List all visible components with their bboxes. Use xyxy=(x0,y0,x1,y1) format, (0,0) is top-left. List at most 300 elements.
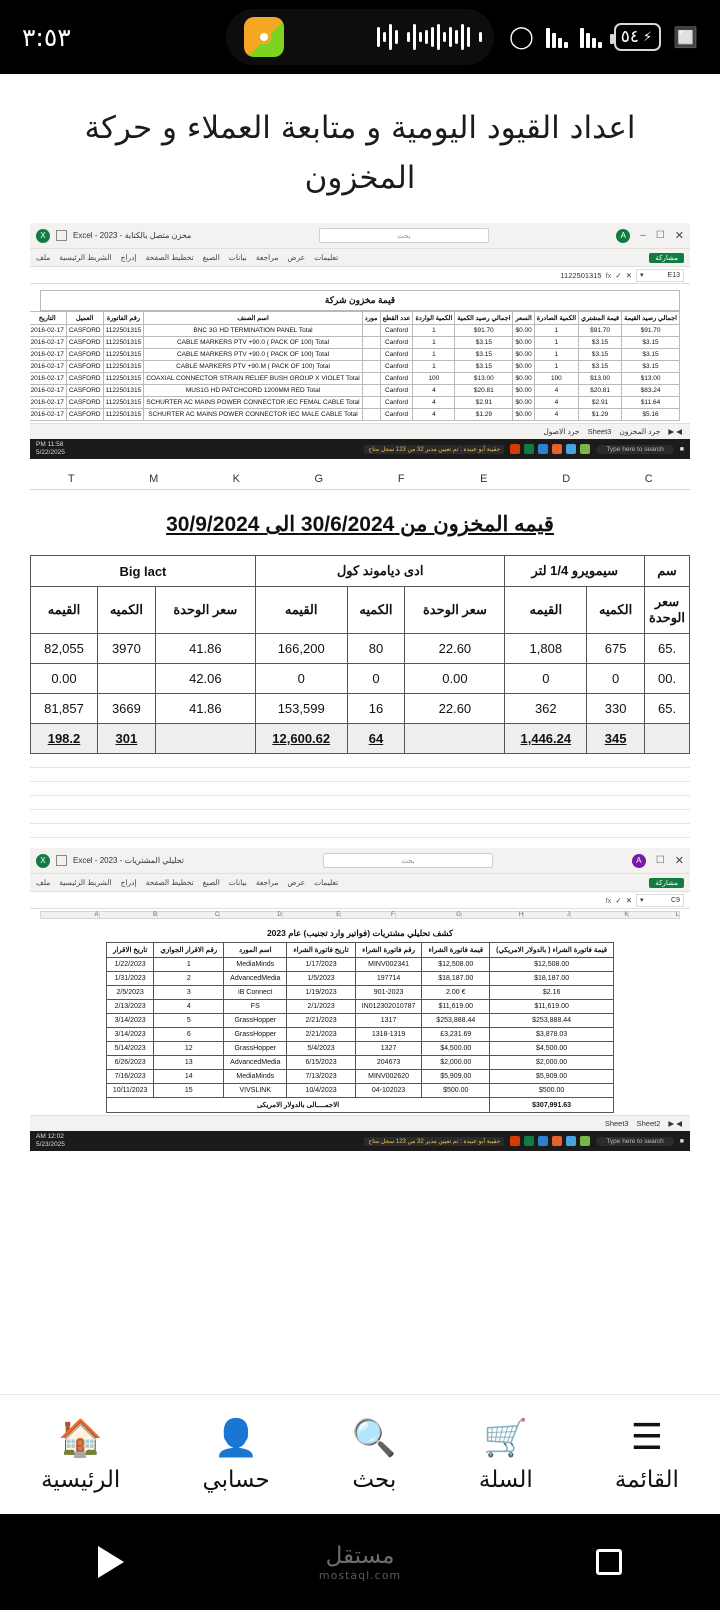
sheet-tab-assets[interactable]: جرد الاصول xyxy=(543,427,580,437)
table-cell[interactable]: $0.00 xyxy=(513,337,534,349)
table-cell[interactable]: 2016-02-17 xyxy=(30,385,66,397)
table-cell[interactable] xyxy=(155,724,255,754)
table-cell[interactable]: CASFORD xyxy=(66,409,103,421)
close-icon[interactable]: ✕ xyxy=(674,855,684,868)
table-cell[interactable]: 1122501315 xyxy=(103,373,144,385)
minimize-icon[interactable]: – xyxy=(640,230,646,242)
table-cell[interactable]: 4 xyxy=(534,409,578,421)
table-cell[interactable]: 1122501315 xyxy=(103,361,144,373)
table-cell[interactable]: 3/14/2023 xyxy=(106,1028,154,1042)
account-avatar-icon[interactable]: A xyxy=(616,229,630,243)
table-cell[interactable]: .00 xyxy=(645,664,690,694)
table-cell[interactable]: 4 xyxy=(413,409,455,421)
table-cell[interactable]: $3,878.03 xyxy=(490,1028,614,1042)
table-cell[interactable]: MediaMinds xyxy=(224,1070,287,1084)
table-cell[interactable] xyxy=(362,325,380,337)
tab-file[interactable]: ملف xyxy=(36,878,51,888)
name-box[interactable] xyxy=(636,269,684,282)
table-cell[interactable]: 301 xyxy=(97,724,155,754)
purchases-table[interactable] xyxy=(106,942,614,1113)
table-cell[interactable] xyxy=(645,724,690,754)
table-cell[interactable]: $20.81 xyxy=(579,385,622,397)
excel-ribbon[interactable] xyxy=(30,249,690,267)
table-cell[interactable]: $83.24 xyxy=(622,385,680,397)
table-cell[interactable]: GrassHopper xyxy=(224,1014,287,1028)
table-cell[interactable]: 10/4/2023 xyxy=(287,1084,355,1098)
table-cell[interactable]: Canford xyxy=(380,349,413,361)
taskbar-icon-4[interactable] xyxy=(538,1136,548,1146)
table-cell[interactable]: $1.29 xyxy=(579,409,622,421)
table-cell[interactable]: $13.00 xyxy=(622,373,680,385)
table-cell[interactable]: £3,231.69 xyxy=(422,1028,490,1042)
table-cell[interactable]: $13.00 xyxy=(455,373,513,385)
tab-data[interactable]: بيانات xyxy=(228,878,247,888)
chevron-down-icon[interactable]: ▾ xyxy=(640,272,644,280)
tab-review[interactable]: مراجعة xyxy=(255,878,279,888)
taskbar-icon-1[interactable] xyxy=(580,444,590,454)
table-cell[interactable]: 1122501315 xyxy=(103,349,144,361)
save-icon[interactable] xyxy=(56,230,67,241)
table-cell[interactable]: $0.00 xyxy=(513,409,534,421)
table-row[interactable] xyxy=(30,337,680,349)
table-cell[interactable]: COAXIAL CONNECTOR STRAIN RELIEF BUSH GROUP X VIOLET Total xyxy=(144,373,362,385)
table-cell[interactable]: 4 xyxy=(154,1000,224,1014)
table-cell[interactable]: 0.00 xyxy=(405,664,505,694)
table-cell[interactable]: 7/16/2023 xyxy=(106,1070,154,1084)
table-cell[interactable]: 1/31/2023 xyxy=(106,972,154,986)
cancel-icon[interactable]: ✕ xyxy=(625,895,632,905)
search-input[interactable]: بحث xyxy=(319,228,489,243)
table-cell[interactable]: 204673 xyxy=(355,1056,422,1070)
table-cell[interactable]: IN012302010787 xyxy=(355,1000,422,1014)
table-cell[interactable]: 362 xyxy=(505,694,587,724)
table-cell[interactable]: Canford xyxy=(380,337,413,349)
table-cell[interactable]: $18,187.00 xyxy=(490,972,614,986)
table-cell[interactable]: 1 xyxy=(413,325,455,337)
taskbar-icon-2[interactable] xyxy=(566,444,576,454)
nav-item-home[interactable] xyxy=(41,1417,120,1493)
chevron-down-icon[interactable]: ▾ xyxy=(640,897,644,905)
windows-taskbar-2[interactable] xyxy=(30,1131,690,1151)
table-cell[interactable]: $20.81 xyxy=(455,385,513,397)
share-button[interactable]: مشاركة xyxy=(649,878,684,888)
nav-item-search[interactable] xyxy=(352,1417,397,1493)
table-cell[interactable]: Canford xyxy=(380,409,413,421)
table-cell[interactable]: 14 xyxy=(154,1070,224,1084)
table-cell[interactable]: € 2.00 xyxy=(422,986,490,1000)
tab-insert[interactable]: إدراج xyxy=(120,253,137,263)
table-row[interactable] xyxy=(30,349,680,361)
app-launcher-icon[interactable] xyxy=(244,17,284,57)
table-row[interactable] xyxy=(31,664,690,694)
table-cell[interactable]: 04-102023 xyxy=(355,1084,422,1098)
ribbon-tabs-2[interactable] xyxy=(36,878,338,887)
column-letter-cell[interactable]: K xyxy=(570,912,629,919)
table-cell[interactable] xyxy=(362,349,380,361)
table-cell[interactable]: 1122501315 xyxy=(103,337,144,349)
table-cell[interactable]: 2016-02-17 xyxy=(30,325,66,337)
table-cell[interactable]: 197714 xyxy=(355,972,422,986)
table-cell[interactable]: 6/26/2023 xyxy=(106,1056,154,1070)
formula-bar[interactable] xyxy=(30,267,690,284)
windows-start-icon[interactable]: ■ xyxy=(679,1137,684,1145)
table-cell[interactable]: 22.60 xyxy=(405,694,505,724)
table-cell[interactable]: $2,000.00 xyxy=(422,1056,490,1070)
bottom-navigation[interactable] xyxy=(0,1394,720,1514)
excel-ribbon-2[interactable] xyxy=(30,874,690,892)
table-cell[interactable]: 13 xyxy=(154,1056,224,1070)
table-cell[interactable]: $91.70 xyxy=(579,325,622,337)
save-icon[interactable] xyxy=(56,855,67,866)
tab-home[interactable]: الشريط الرئيسية xyxy=(59,253,112,263)
table-cell[interactable]: $4,500.00 xyxy=(422,1042,490,1056)
confirm-icon[interactable]: ✓ xyxy=(615,895,622,905)
taskbar-icon-5[interactable] xyxy=(524,1136,534,1146)
table-cell[interactable]: $0.00 xyxy=(513,397,534,409)
spreadsheet-area-2[interactable] xyxy=(30,919,690,1115)
sheet-tab-bar-2[interactable] xyxy=(30,1115,690,1131)
table-cell[interactable]: 64 xyxy=(347,724,405,754)
table-cell[interactable]: 2016-02-17 xyxy=(30,373,66,385)
table-cell[interactable]: 12 xyxy=(154,1042,224,1056)
android-navigation-bar[interactable] xyxy=(0,1514,720,1610)
table-cell[interactable]: CASFORD xyxy=(66,337,103,349)
table-cell[interactable] xyxy=(97,664,155,694)
table-cell[interactable]: $500.00 xyxy=(422,1084,490,1098)
table-cell[interactable]: $5,909.00 xyxy=(422,1070,490,1084)
table-cell[interactable]: 82,055 xyxy=(31,634,98,664)
taskbar-search-input[interactable]: Type here to search xyxy=(596,1137,673,1146)
table-cell[interactable]: .65 xyxy=(645,634,690,664)
table-cell[interactable]: $5.16 xyxy=(622,409,680,421)
nav-item-account[interactable] xyxy=(202,1417,269,1493)
inventory-table-body[interactable] xyxy=(30,325,680,421)
table-cell[interactable]: 1 xyxy=(534,349,578,361)
table-cell[interactable]: GrassHopper xyxy=(224,1028,287,1042)
table-cell[interactable] xyxy=(405,724,505,754)
table-cell[interactable]: GrassHopper xyxy=(224,1042,287,1056)
taskbar-icon-4[interactable] xyxy=(538,444,548,454)
table-cell[interactable]: 2/13/2023 xyxy=(106,1000,154,1014)
table-cell[interactable]: 198.2 xyxy=(31,724,98,754)
table-cell[interactable]: $2.91 xyxy=(579,397,622,409)
table-cell[interactable] xyxy=(362,385,380,397)
column-letter-cell[interactable]: E xyxy=(282,912,341,919)
table-cell[interactable]: $12,508.00 xyxy=(422,958,490,972)
table-cell[interactable]: 81,857 xyxy=(31,694,98,724)
table-cell[interactable]: $91.70 xyxy=(622,325,680,337)
table-cell[interactable]: 1/17/2023 xyxy=(287,958,355,972)
sheet-tab-inventory[interactable]: جرد المخزون xyxy=(619,427,661,437)
table-cell[interactable]: 0.00 xyxy=(31,664,98,694)
table-cell[interactable]: $18,187.00 xyxy=(422,972,490,986)
table-cell[interactable]: 1/19/2023 xyxy=(287,986,355,1000)
table-cell[interactable]: 5/4/2023 xyxy=(287,1042,355,1056)
table-cell[interactable]: 1/5/2023 xyxy=(287,972,355,986)
table-row[interactable] xyxy=(30,409,680,421)
table-cell[interactable]: 675 xyxy=(587,634,645,664)
table-cell[interactable]: 10/11/2023 xyxy=(106,1084,154,1098)
table-cell[interactable]: 1122501315 xyxy=(103,397,144,409)
table-cell[interactable]: 0 xyxy=(587,664,645,694)
table-cell[interactable]: 1 xyxy=(534,337,578,349)
table-row[interactable] xyxy=(30,361,680,373)
table-row[interactable] xyxy=(106,1014,613,1028)
table-cell[interactable]: $0.00 xyxy=(513,349,534,361)
tab-file[interactable]: ملف xyxy=(36,253,51,263)
table-cell[interactable]: 4 xyxy=(534,397,578,409)
share-button[interactable]: مشاركة xyxy=(649,253,684,263)
table-cell[interactable]: CASFORD xyxy=(66,325,103,337)
table-cell[interactable]: $0.00 xyxy=(513,373,534,385)
table-cell[interactable]: $253,888.44 xyxy=(422,1014,490,1028)
table-row[interactable] xyxy=(31,724,690,754)
column-letter-cell[interactable]: J xyxy=(524,912,571,919)
home-icon[interactable]: 🏠 xyxy=(58,1417,104,1459)
table-row[interactable] xyxy=(106,958,613,972)
table-cell[interactable]: $13.00 xyxy=(579,373,622,385)
table-cell[interactable] xyxy=(362,361,380,373)
table-cell[interactable]: 153,599 xyxy=(255,694,347,724)
column-letter-cell[interactable]: B xyxy=(99,912,158,919)
table-cell[interactable]: 22.60 xyxy=(405,634,505,664)
table-cell[interactable]: CABLE MARKERS PTV +90.0 ( PACK OF 100) Total xyxy=(144,349,362,361)
table-cell[interactable] xyxy=(362,337,380,349)
table-cell[interactable]: 2 xyxy=(154,972,224,986)
table-cell[interactable]: $2,000.00 xyxy=(490,1056,614,1070)
table-cell[interactable]: $2.16 xyxy=(490,986,614,1000)
stock-value-body[interactable] xyxy=(31,634,690,754)
table-cell[interactable]: MUS1G HD PATCHCORD 1200MM RED Total xyxy=(144,385,362,397)
table-cell[interactable]: 2016-02-17 xyxy=(30,337,66,349)
table-cell[interactable]: 7/13/2023 xyxy=(287,1070,355,1084)
sheet-tab-sheet3[interactable]: Sheet3 xyxy=(587,427,612,437)
menu-icon[interactable]: ☰ xyxy=(630,1417,664,1458)
table-cell[interactable]: 1/22/2023 xyxy=(106,958,154,972)
table-cell[interactable]: 5 xyxy=(154,1014,224,1028)
nav-item-menu[interactable] xyxy=(615,1417,679,1493)
taskbar-icon-2[interactable] xyxy=(566,1136,576,1146)
sheet-nav-icons[interactable]: ◀ ▶ xyxy=(668,1119,682,1129)
table-cell[interactable]: 3970 xyxy=(97,634,155,664)
taskbar-left[interactable] xyxy=(364,444,684,454)
table-cell[interactable]: MINV002620 xyxy=(355,1070,422,1084)
table-row[interactable] xyxy=(31,634,690,664)
table-cell[interactable]: 4 xyxy=(534,385,578,397)
nav-item-cart[interactable] xyxy=(479,1417,533,1493)
taskbar-icon-6[interactable] xyxy=(510,1136,520,1146)
table-cell[interactable]: 5/14/2023 xyxy=(106,1042,154,1056)
table-cell[interactable]: $500.00 xyxy=(490,1084,614,1098)
screenshot-excel-inventory[interactable] xyxy=(30,223,690,459)
table-cell[interactable]: 6/15/2023 xyxy=(287,1056,355,1070)
sheet-nav-icons[interactable]: ◀ ▶ xyxy=(668,427,682,437)
table-cell[interactable]: 0 xyxy=(255,664,347,694)
tab-review[interactable]: مراجعة xyxy=(255,253,279,263)
table-row[interactable] xyxy=(106,1042,613,1056)
sheet-tab-sheet2[interactable]: Sheet2 xyxy=(636,1119,661,1129)
table-cell[interactable]: 3669 xyxy=(97,694,155,724)
table-cell[interactable]: 1327 xyxy=(355,1042,422,1056)
table-cell[interactable]: 1122501315 xyxy=(103,385,144,397)
inventory-table[interactable] xyxy=(30,311,680,421)
table-cell[interactable]: SCHURTER AC MAINS POWER CONNECTOR IEC MALE CABLE Total xyxy=(144,409,362,421)
table-cell[interactable]: 1 xyxy=(154,958,224,972)
search-icon[interactable]: 🔍 xyxy=(351,1417,397,1459)
table-cell[interactable]: CASFORD xyxy=(66,373,103,385)
table-cell[interactable]: $3.15 xyxy=(622,361,680,373)
table-cell[interactable]: 1122501315 xyxy=(103,325,144,337)
table-cell[interactable]: 100 xyxy=(534,373,578,385)
name-box[interactable] xyxy=(636,894,684,907)
taskbar-app-icons-2[interactable] xyxy=(510,1136,590,1146)
column-letter-cell[interactable]: L xyxy=(629,912,680,919)
table-cell[interactable]: 15 xyxy=(154,1084,224,1098)
taskbar-app-icons[interactable] xyxy=(510,444,590,454)
table-cell[interactable]: 12,600.62 xyxy=(255,724,347,754)
taskbar-icon-6[interactable] xyxy=(510,444,520,454)
table-cell[interactable]: $2.91 xyxy=(455,397,513,409)
restore-icon[interactable]: ☐ xyxy=(655,230,665,242)
table-cell[interactable]: $5,909.00 xyxy=(490,1070,614,1084)
table-row[interactable] xyxy=(106,1028,613,1042)
taskbar-search-input[interactable]: Type here to search xyxy=(596,445,673,454)
confirm-icon[interactable]: ✓ xyxy=(615,270,622,280)
sheet-tab-bar[interactable] xyxy=(30,423,690,439)
table-cell[interactable]: $0.00 xyxy=(513,361,534,373)
table-row[interactable] xyxy=(31,694,690,724)
taskbar-icon-3[interactable] xyxy=(552,1136,562,1146)
column-letter-cell[interactable]: H xyxy=(461,912,523,919)
cancel-icon[interactable]: ✕ xyxy=(625,270,632,280)
tab-formulas[interactable]: الصيغ xyxy=(202,253,220,263)
table-cell[interactable]: AdvancedMedia xyxy=(224,1056,287,1070)
table-cell[interactable]: 16 xyxy=(347,694,405,724)
table-cell[interactable]: $3.15 xyxy=(455,361,513,373)
tab-view[interactable]: عرض xyxy=(287,253,306,263)
dynamic-island[interactable] xyxy=(226,9,494,65)
table-cell[interactable]: CASFORD xyxy=(66,361,103,373)
column-letter-cell[interactable]: C xyxy=(158,912,220,919)
table-cell[interactable]: FS xyxy=(224,1000,287,1014)
table-cell[interactable]: $4,500.00 xyxy=(490,1042,614,1056)
function-icon[interactable]: fx xyxy=(605,270,612,280)
formula-bar-2[interactable] xyxy=(30,892,690,909)
window-controls-2[interactable] xyxy=(632,854,684,868)
table-cell[interactable] xyxy=(362,397,380,409)
table-cell[interactable]: $11,619.00 xyxy=(422,1000,490,1014)
table-cell[interactable]: $0.00 xyxy=(513,325,534,337)
table-cell[interactable]: Canford xyxy=(380,397,413,409)
table-cell[interactable]: 6 xyxy=(154,1028,224,1042)
table-cell[interactable]: $3.15 xyxy=(455,337,513,349)
table-cell[interactable]: 1318-1319 xyxy=(355,1028,422,1042)
tab-home[interactable]: الشريط الرئيسية xyxy=(59,878,112,888)
table-row[interactable] xyxy=(30,373,680,385)
table-cell[interactable]: 1,446.24 xyxy=(505,724,587,754)
user-icon[interactable]: 👤 xyxy=(213,1417,259,1459)
column-letter-cell[interactable]: A xyxy=(41,912,100,919)
table-cell[interactable]: 1 xyxy=(534,361,578,373)
table-cell[interactable]: 2016-02-17 xyxy=(30,409,66,421)
search-input[interactable]: بحث xyxy=(323,853,493,868)
table-cell[interactable]: 42.06 xyxy=(155,664,255,694)
taskbar-left-2[interactable] xyxy=(364,1136,684,1146)
tab-view[interactable]: عرض xyxy=(287,878,306,888)
table-cell[interactable] xyxy=(362,373,380,385)
table-cell[interactable]: BNC 3G HD TERMINATION PANEL Total xyxy=(144,325,362,337)
table-cell[interactable]: 4 xyxy=(413,397,455,409)
tab-help[interactable]: تعليمات xyxy=(314,878,339,888)
table-row[interactable] xyxy=(106,1084,613,1098)
table-cell[interactable]: 80 xyxy=(347,634,405,664)
table-cell[interactable]: iB Connect xyxy=(224,986,287,1000)
table-cell[interactable]: 166,200 xyxy=(255,634,347,664)
table-cell[interactable]: 1,808 xyxy=(505,634,587,664)
table-cell[interactable]: $253,888.44 xyxy=(490,1014,614,1028)
taskbar-icon-1[interactable] xyxy=(580,1136,590,1146)
table-row[interactable] xyxy=(30,397,680,409)
table-row[interactable] xyxy=(106,972,613,986)
tab-insert[interactable]: إدراج xyxy=(120,878,137,888)
table-cell[interactable]: 345 xyxy=(587,724,645,754)
table-cell[interactable]: 41.86 xyxy=(155,694,255,724)
table-cell[interactable]: $11.64 xyxy=(622,397,680,409)
table-cell[interactable]: 4 xyxy=(413,385,455,397)
table-cell[interactable]: 0 xyxy=(347,664,405,694)
ribbon-tabs[interactable] xyxy=(36,253,338,262)
table-row[interactable] xyxy=(106,1070,613,1084)
purchases-body[interactable] xyxy=(106,958,613,1098)
table-row[interactable] xyxy=(106,1000,613,1014)
table-row[interactable] xyxy=(30,325,680,337)
table-cell[interactable]: .65 xyxy=(645,694,690,724)
table-cell[interactable]: CASFORD xyxy=(66,397,103,409)
table-cell[interactable]: 1317 xyxy=(355,1014,422,1028)
tab-formulas[interactable]: الصيغ xyxy=(202,878,220,888)
taskbar-icon-3[interactable] xyxy=(552,444,562,454)
table-cell[interactable]: $3.15 xyxy=(579,349,622,361)
table-cell[interactable]: $0.00 xyxy=(513,385,534,397)
cart-icon[interactable]: 🛒 xyxy=(483,1417,529,1459)
table-cell[interactable]: $91.70 xyxy=(455,325,513,337)
tab-page-layout[interactable]: تخطيط الصفحة xyxy=(145,253,194,263)
tab-page-layout[interactable]: تخطيط الصفحة xyxy=(145,878,194,888)
table-cell[interactable]: $3.15 xyxy=(622,349,680,361)
column-letter-cell[interactable]: F xyxy=(341,912,395,919)
screenshot-stock-value[interactable] xyxy=(30,469,690,838)
taskbar-icon-5[interactable] xyxy=(524,444,534,454)
table-cell[interactable]: $3.15 xyxy=(455,349,513,361)
table-cell[interactable]: 3 xyxy=(154,986,224,1000)
screenshot-purchases-analysis[interactable] xyxy=(30,848,690,1151)
table-cell[interactable]: $3.15 xyxy=(622,337,680,349)
table-cell[interactable]: Canford xyxy=(380,361,413,373)
table-cell[interactable]: CABLE MARKERS PTV +90.0 ( PACK OF 100) Total xyxy=(144,337,362,349)
stock-value-table[interactable] xyxy=(30,555,690,754)
table-cell[interactable]: 2016-02-17 xyxy=(30,361,66,373)
table-cell[interactable]: $12,508.00 xyxy=(490,958,614,972)
table-cell[interactable]: 41.86 xyxy=(155,634,255,664)
table-cell[interactable]: 2/21/2023 xyxy=(287,1028,355,1042)
back-triangle-icon[interactable] xyxy=(98,1546,124,1578)
table-cell[interactable]: $3.15 xyxy=(579,337,622,349)
tab-data[interactable]: بيانات xyxy=(228,253,247,263)
table-row[interactable] xyxy=(30,385,680,397)
table-cell[interactable]: Canford xyxy=(380,373,413,385)
table-cell[interactable]: 2/1/2023 xyxy=(287,1000,355,1014)
table-row[interactable] xyxy=(106,1056,613,1070)
